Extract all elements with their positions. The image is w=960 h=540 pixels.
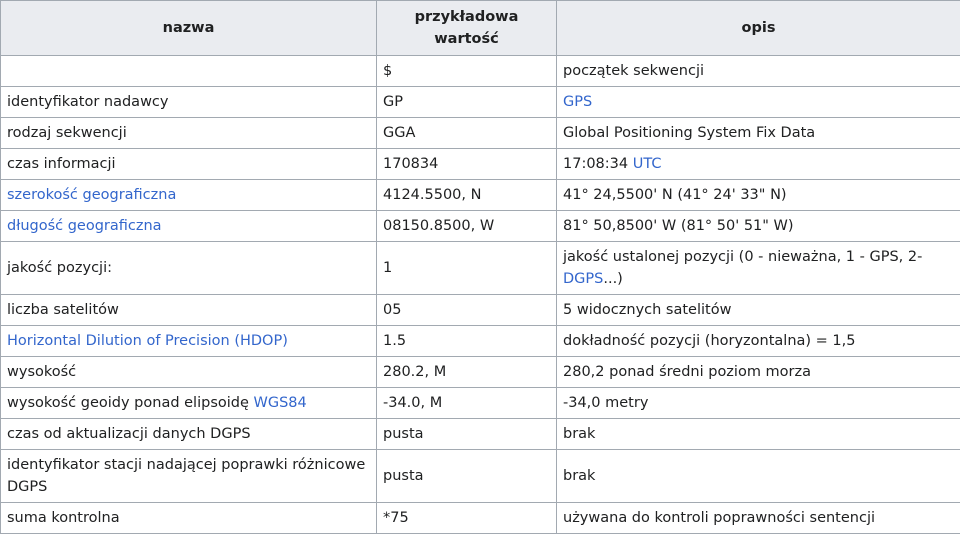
table-row	[1, 419, 960, 450]
cell-name: identyfikator stacji nadającej poprawki różnicowe DGPS	[1, 450, 377, 503]
table-row	[1, 388, 960, 419]
cell-value: 1	[377, 242, 557, 295]
name-text: wysokość geoidy ponad elipsoidę	[7, 395, 254, 411]
table-row	[1, 295, 960, 326]
cell-desc: brak	[557, 450, 960, 503]
cell-desc: brak	[557, 419, 960, 450]
link-gps[interactable]: GPS	[563, 94, 593, 110]
link-utc[interactable]: UTC	[632, 156, 662, 172]
cell-name: czas informacji	[1, 149, 377, 180]
cell-name	[1, 388, 377, 419]
cell-value: $	[377, 56, 557, 87]
cell-name: jakość pozycji:	[1, 242, 377, 295]
cell-desc: dokładność pozycji (horyzontalna) = 1,5	[557, 326, 960, 357]
header-description: opis	[557, 1, 960, 56]
cell-name: czas od aktualizacji danych DGPS	[1, 419, 377, 450]
cell-value: GGA	[377, 118, 557, 149]
cell-value: pusta	[377, 419, 557, 450]
table-row	[1, 118, 960, 149]
desc-text: jakość ustalonej pozycji (0 - nieważna, 1 - GPS, 2-	[563, 249, 923, 265]
cell-name	[1, 56, 377, 87]
table-row	[1, 242, 960, 295]
link-wgs84[interactable]: WGS84	[253, 395, 307, 411]
cell-value: -34.0, M	[377, 388, 557, 419]
cell-value: 4124.5500, N	[377, 180, 557, 211]
link-longitude[interactable]: długość geograficzna	[7, 218, 162, 234]
cell-name: identyfikator nadawcy	[1, 87, 377, 118]
cell-value: 280.2, M	[377, 357, 557, 388]
cell-value: 1.5	[377, 326, 557, 357]
cell-value: 170834	[377, 149, 557, 180]
cell-name	[1, 180, 377, 211]
cell-desc: 280,2 ponad średni poziom morza	[557, 357, 960, 388]
cell-value: pusta	[377, 450, 557, 503]
cell-desc: używana do kontroli poprawności sentencji	[557, 503, 960, 534]
cell-desc: Global Positioning System Fix Data	[557, 118, 960, 149]
cell-value: *75	[377, 503, 557, 534]
cell-desc: 41° 24,5500' N (41° 24' 33" N)	[557, 180, 960, 211]
link-latitude[interactable]: szerokość geograficzna	[7, 187, 177, 203]
link-dgps[interactable]: DGPS	[563, 271, 604, 287]
cell-desc	[557, 242, 960, 295]
desc-text: 17:08:34	[563, 156, 633, 172]
header-name: nazwa	[1, 1, 377, 56]
cell-value: 05	[377, 295, 557, 326]
table-row	[1, 211, 960, 242]
cell-desc: 81° 50,8500' W (81° 50' 51" W)	[557, 211, 960, 242]
cell-desc	[557, 87, 960, 118]
table-row	[1, 149, 960, 180]
cell-name	[1, 326, 377, 357]
cell-name: liczba satelitów	[1, 295, 377, 326]
cell-desc	[557, 149, 960, 180]
cell-name	[1, 211, 377, 242]
cell-desc: początek sekwencji	[557, 56, 960, 87]
table-row	[1, 503, 960, 534]
table-row	[1, 450, 960, 503]
table-row	[1, 87, 960, 118]
table-row	[1, 357, 960, 388]
table-row	[1, 326, 960, 357]
cell-name: suma kontrolna	[1, 503, 377, 534]
cell-name: wysokość	[1, 357, 377, 388]
cell-desc: 5 widocznych satelitów	[557, 295, 960, 326]
cell-value: 08150.8500, W	[377, 211, 557, 242]
link-hdop[interactable]: Horizontal Dilution of Precision (HDOP)	[7, 333, 288, 349]
desc-text-end: ...)	[603, 271, 623, 287]
cell-desc: -34,0 metry	[557, 388, 960, 419]
table-row	[1, 180, 960, 211]
cell-name: rodzaj sekwencji	[1, 118, 377, 149]
header-row	[1, 1, 960, 56]
cell-value: GP	[377, 87, 557, 118]
table-row	[1, 56, 960, 87]
header-example-value: przykładowa wartość	[377, 1, 557, 56]
